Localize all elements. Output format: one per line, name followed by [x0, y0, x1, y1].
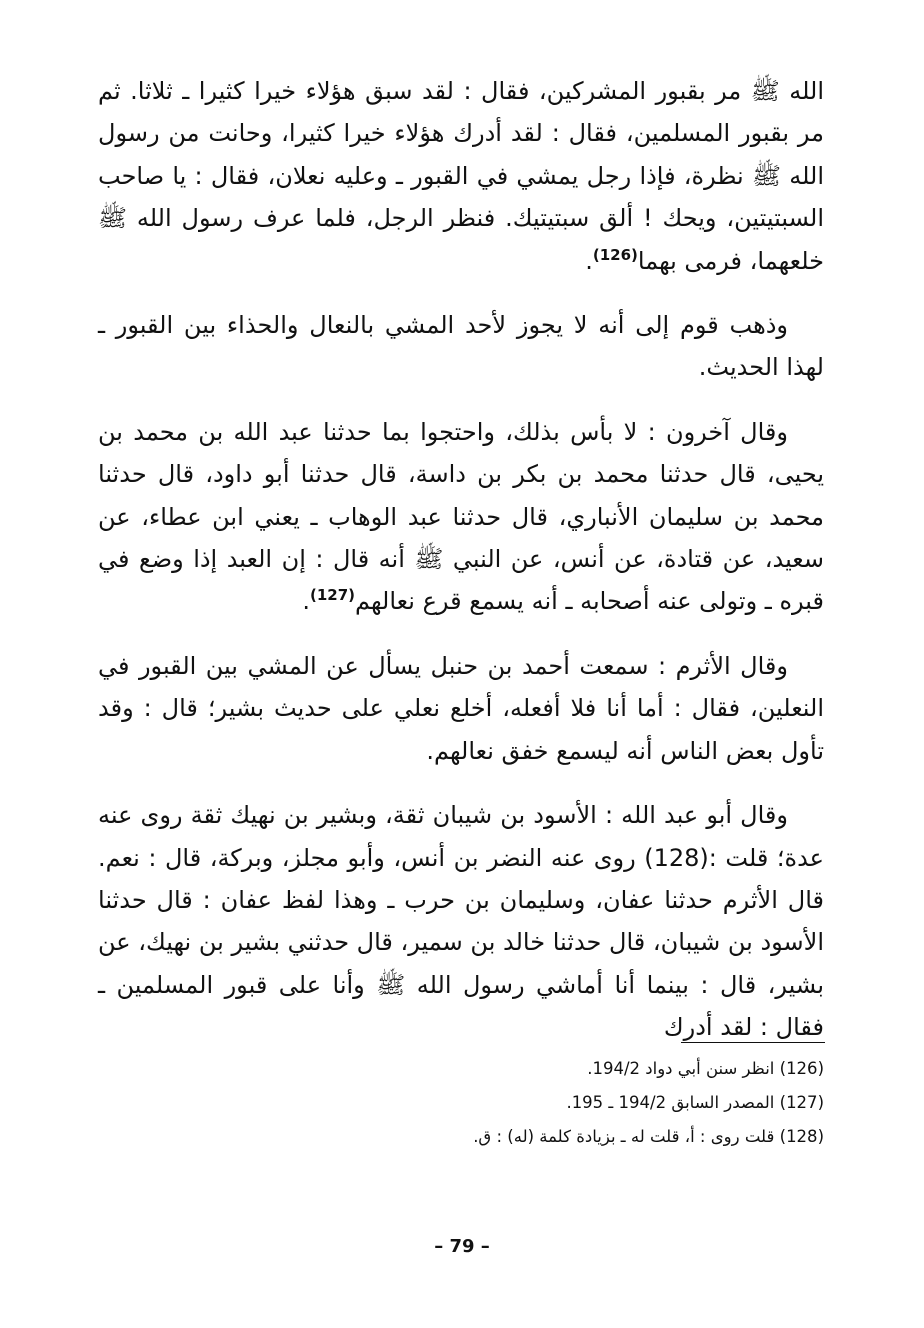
paragraph-3-text: وقال آخرون : لا بأس بذلك، واحتجوا بما حدثنا عبد الله بن محمد بن يحيى، قال حدثنا محمد بن بكر بن داسة، قال حدثنا أبو داود، قال حدثنا محمد بن سليمان الأنباري، قال حدثنا عبد الوهاب ـ يعني ابن عطاء، عن سعيد، عن قتادة، عن أنس، عن النبي ﷺ أنه قال : إن العبد إذا وضع في قبره ـ وتولى عنه أصحابه ـ أنه يسمع قرع نعالهم [98, 417, 824, 616]
paragraph-2-text: وذهب قوم إلى أنه لا يجوز لأحد المشي بالنعال والحذاء بين القبور ـ لهذا الحديث. [98, 311, 824, 382]
paragraph-1-text: الله ﷺ مر بقبور المشركين، فقال : لقد سبق هؤلاء خيرا كثيرا ـ ثلاثا. ثم مر بقبور المسلمين، فقال : لقد أدرك هؤلاء خيرا كثيرا، وحانت من رسول الله ﷺ نظرة، فإذا رجل يمشي في القبور ـ وعليه نعلان، فقال : يا صاحب السبتيتين، ويحك ! ألق سبتيتيك. فنظر الرجل، فلما عرف رسول الله ﷺ خلعهما، فرمى بهما [98, 77, 824, 275]
paragraph-3 [98, 411, 824, 623]
main-text [98, 70, 824, 1071]
paragraph-4 [98, 645, 824, 772]
paragraph-5 [98, 794, 824, 1048]
paragraph-3-end: . [302, 587, 310, 616]
paragraph-4-text: وقال الأثرم : سمعت أحمد بن حنبل يسأل عن المشي بين القبور في النعلين، فقال : أما أنا فلا أفعله، أخلع نعلي على حديث بشير؛ قال : وقد تأول بعض الناس أنه ليسمع خفق نعالهم. [98, 651, 824, 765]
paragraph-1 [98, 70, 824, 282]
footnote-ref-126: (126) [592, 245, 638, 264]
footnote-separator [681, 1042, 825, 1043]
footnotes [300, 1052, 824, 1154]
footnote-128: (128) قلت روى : أ، قلت له ـ بزيادة كلمة (له) : ق. [473, 1127, 824, 1146]
footnote-ref-127: (127) [309, 586, 356, 605]
paragraph-1-end: . [585, 246, 593, 275]
page-number: – 79 – [434, 1236, 490, 1257]
footnote-127: (127) المصدر السابق 194/2 ـ 195. [566, 1093, 824, 1112]
paragraph-5-text: وقال أبو عبد الله : الأسود بن شيبان ثقة، وبشير بن نهيك ثقة روى عنه عدة؛ قلت :(128) روى عنه النضر بن أنس، وأبو مجلز، وبركة، قال : نعم. قال الأثرم حدثنا عفان، وسليمان بن حرب ـ وهذا لفظ عفان : قال حدثنا الأسود بن شيبان، قال حدثنا خالد بن سمير، قال حدثني بشير بن نهيك، عن بشير، قال : بينما أنا أماشي رسول الله ﷺ وأنا على قبور المسلمين ـ فقال : لقد أدرك [98, 801, 824, 1042]
paragraph-2 [98, 304, 824, 389]
footnote-126: (126) انظر سنن أبي دواد 194/2. [587, 1059, 824, 1078]
